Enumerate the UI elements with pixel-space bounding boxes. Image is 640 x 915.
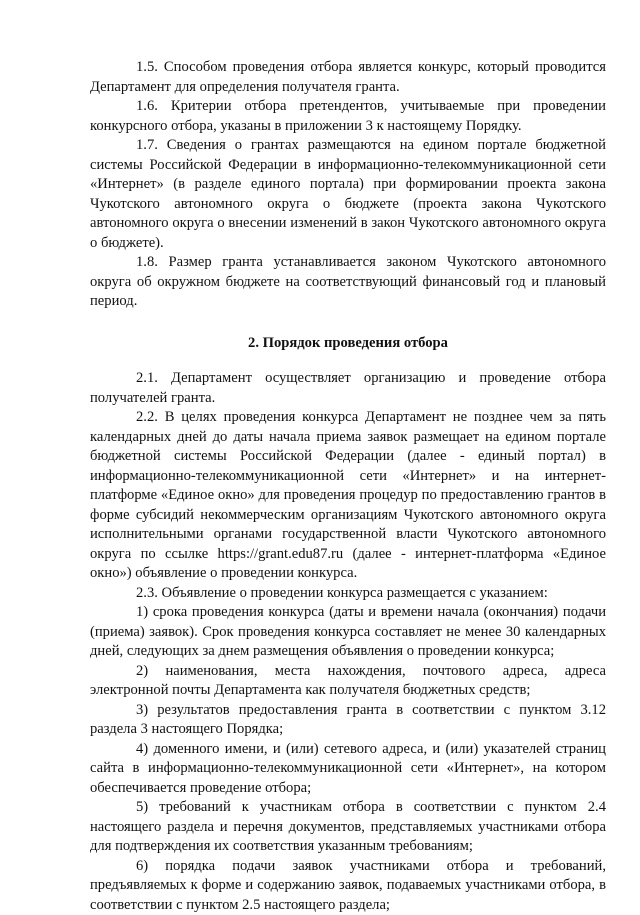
list-item-6: 6) порядка подачи заявок участниками отбора и требований, предъявляемых к форме и содержанию заявок, подаваемых участниками отбора, в соответствии с пунктом 2.5 настоящего раздела; [90,857,606,915]
list-item-3: 3) результатов предоставления гранта в соответствии с пунктом 3.12 раздела 3 настоящего Порядка; [90,701,606,740]
list-item-5: 5) требований к участникам отбора в соответствии с пунктом 2.4 настоящего раздела и перечня документов, представляемых участниками отбора для подтверждения их соответствия указанным требованиям; [90,798,606,857]
paragraph-1-5: 1.5. Способом проведения отбора является конкурс, который проводится Департамент для определения получателя гранта. [90,58,606,97]
paragraph-1-8: 1.8. Размер гранта устанавливается законом Чукотского автономного округа об окружном бюджете на соответствующий финансовый год и плановый период. [90,253,606,312]
list-item-1: 1) срока проведения конкурса (даты и времени начала (окончания) подачи (приема) заявок). Срок проведения конкурса составляет не менее 30 календарных дней, следующих за днем размещения объявления о проведении конкурса; [90,603,606,662]
list-item-4: 4) доменного имени, и (или) сетевого адреса, и (или) указателей страниц сайта в информационно-телекоммуникационной сети «Интернет», на котором обеспечивается проведение отбора; [90,740,606,799]
list-item-2: 2) наименования, места нахождения, почтового адреса, адреса электронной почты Департамента как получателя бюджетных средств; [90,662,606,701]
section-2-heading: 2. Порядок проведения отбора [90,334,606,354]
paragraph-2-3: 2.3. Объявление о проведении конкурса размещается с указанием: [90,584,606,604]
paragraph-2-2: 2.2. В целях проведения конкурса Департамент не позднее чем за пять календарных дней до даты начала приема заявок размещает на едином портале бюджетной системы Российской Федерации (далее - единый портал) в информационно-телекоммуникационной сети «Интернет» и на интернет-платформе «Единое окно» для проведения процедур по предоставлению грантов в форме субсидий некоммерческим организациям Чукотского автономного округа исполнительными органами государственной власти Чукотского автономного округа по ссылке https://grant.edu87.ru (далее - интернет-платформа «Единое окно») объявление о проведении конкурса. [90,408,606,584]
paragraph-2-1: 2.1. Департамент осуществляет организацию и проведение отбора получателей гранта. [90,369,606,408]
paragraph-1-7: 1.7. Сведения о грантах размещаются на едином портале бюджетной системы Российской Федерации в информационно-телекоммуникационной сети «Интернет» (в разделе единого портала) при формировании проекта закона Чукотского автономного округа о бюджете (проекта закона Чукотского автономного округа о внесении изменений в закон Чукотского автономного округа о бюджете). [90,136,606,253]
paragraph-1-6: 1.6. Критерии отбора претендентов, учитываемые при проведении конкурсного отбора, указаны в приложении 3 к настоящему Порядку. [90,97,606,136]
